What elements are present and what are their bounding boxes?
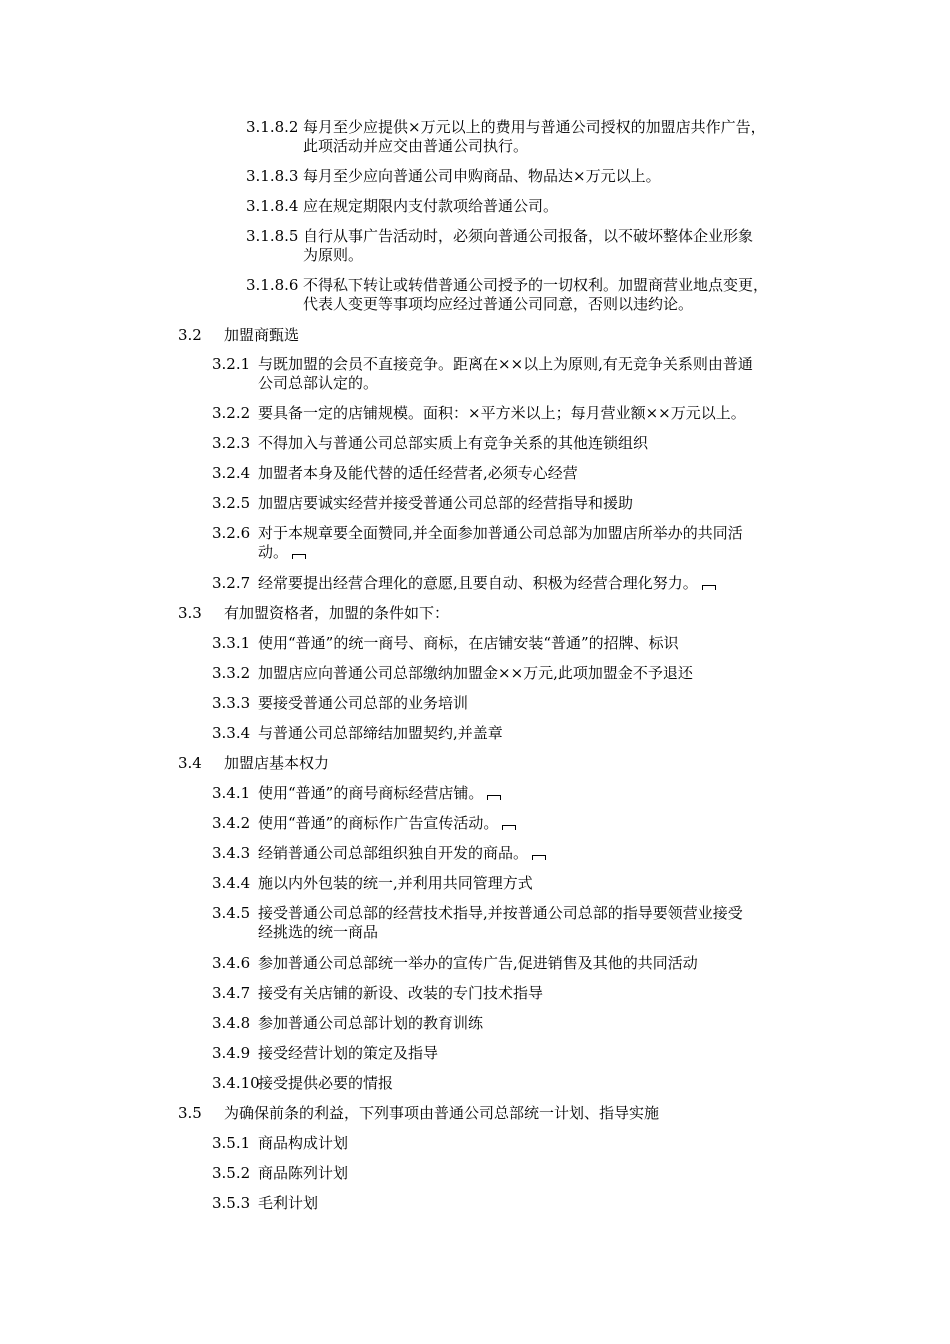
clause-number: 3.2.4: [212, 464, 251, 482]
clause-number: 3.4.5: [212, 904, 251, 922]
clause-text: 要接受普通公司总部的业务培训: [258, 694, 469, 712]
clause-text: 要具备一定的店铺规模。面积：×平方米以上；每月营业额××万元以上。: [258, 404, 746, 422]
clause-number: 3.1.8.5: [246, 227, 299, 245]
clause-number: 3.1.8.6: [246, 276, 299, 294]
section-title: 有加盟资格者，加盟的条件如下：: [224, 604, 450, 622]
section-number: 3.3: [178, 604, 202, 622]
clause-text: 使用“普通”的商标作广告宣传活动。: [258, 814, 499, 832]
clause-text: 毛利计划: [258, 1194, 319, 1212]
clause-text-line: 接受普通公司总部的经营技术指导,并按普通公司总部的指导要领营业接受: [258, 904, 743, 922]
clause-number: 3.3.2: [212, 664, 251, 682]
clause-number: 3.4.2: [212, 814, 251, 832]
clause-number: 3.1.8.3: [246, 167, 299, 185]
paragraph-mark-icon: [502, 825, 516, 830]
clause-text-line: 此项活动并应交由普通公司执行。: [303, 137, 529, 155]
section-number: 3.4: [178, 754, 202, 772]
section-title: 为确保前条的利益，下列事项由普通公司总部统一计划、指导实施: [224, 1104, 660, 1122]
clause-text: 与普通公司总部缔结加盟契约,并盖章: [258, 724, 503, 742]
clause-text: 商品构成计划: [258, 1134, 349, 1152]
clause-text-line: 每月至少应提供×万元以上的费用与普通公司授权的加盟店共作广告，: [303, 118, 766, 136]
clause-text-line: 动。: [258, 543, 289, 561]
clause-text: 参加普通公司总部统一举办的宣传广告,促进销售及其他的共同活动: [258, 954, 698, 972]
clause-text-line-wrap: [258, 543, 743, 562]
section-number: 3.2: [178, 326, 202, 344]
paragraph-mark-icon: [702, 585, 716, 590]
clause-text: 使用“普通”的统一商号、商标，在店铺安装“普通”的招牌、标识: [258, 634, 679, 652]
clause-text: 经常要提出经营合理化的意愿,且要自动、积极为经营合理化努力。: [258, 574, 698, 592]
clause-text: 加盟店要诚实经营并接受普通公司总部的经营指导和援助: [258, 494, 634, 512]
clause-text-line: 经挑选的统一商品: [258, 923, 379, 941]
clause-text: 经销普通公司总部组织独自开发的商品。: [258, 844, 529, 862]
clause-number: 3.3.4: [212, 724, 251, 742]
clause-text: 施以内外包装的统一,并利用共同管理方式: [258, 874, 533, 892]
clause-text: 每月至少应向普通公司申购商品、物品达×万元以上。: [303, 167, 661, 185]
section-number: 3.5: [178, 1104, 202, 1122]
clause-number: 3.2.2: [212, 404, 251, 422]
clause-number: 3.4.6: [212, 954, 251, 972]
clause-text-wrap: [258, 814, 516, 833]
clause-number: 3.4.3: [212, 844, 251, 862]
clause-text-line: 不得私下转让或转借普通公司授予的一切权利。加盟商营业地点变更，: [303, 276, 769, 294]
clause-text-wrap: [258, 844, 546, 863]
clause-number: 3.3.1: [212, 634, 251, 652]
clause-text: 接受有关店铺的新设、改装的专门技术指导: [258, 984, 544, 1002]
section-title: 加盟店基本权力: [224, 754, 330, 772]
clause-text: 加盟店应向普通公司总部缴纳加盟金××万元,此项加盟金不予退还: [258, 664, 693, 682]
clause-text-wrap: [258, 574, 716, 593]
clause-number: 3.4.10: [212, 1074, 260, 1092]
clause-number: 3.5.3: [212, 1194, 251, 1212]
clause-text: 商品陈列计划: [258, 1164, 349, 1182]
clause-number: 3.5.2: [212, 1164, 251, 1182]
paragraph-mark-icon: [292, 554, 306, 559]
clause-text: 接受提供必要的情报: [258, 1074, 394, 1092]
clause-text: 接受经营计划的策定及指导: [258, 1044, 439, 1062]
clause-text: 不得加入与普通公司总部实质上有竞争关系的其他连锁组织: [258, 434, 649, 452]
clause-text-line: 自行从事广告活动时，必须向普通公司报备，以不破坏整体企业形象: [303, 227, 754, 245]
clause-number: 3.4.4: [212, 874, 251, 892]
clause-number: 3.4.8: [212, 1014, 251, 1032]
clause-text: 使用“普通”的商号商标经营店铺。: [258, 784, 484, 802]
clause-number: 3.1.8.4: [246, 197, 299, 215]
clause-number: 3.2.5: [212, 494, 251, 512]
clause-number: 3.2.7: [212, 574, 251, 592]
clause-number: 3.4.9: [212, 1044, 251, 1062]
paragraph-mark-icon: [532, 855, 546, 860]
clause-text-wrap: [258, 784, 501, 803]
clause-text-line: 对于本规章要全面赞同,并全面参加普通公司总部为加盟店所举办的共同活: [258, 524, 743, 542]
section-title: 加盟商甄选: [224, 326, 300, 344]
clause-number: 3.4.1: [212, 784, 251, 802]
clause-number: 3.4.7: [212, 984, 251, 1002]
clause-text: 加盟者本身及能代替的适任经营者,必须专心经营: [258, 464, 578, 482]
clause-text-line: 为原则。: [303, 246, 364, 264]
clause-number: 3.2.3: [212, 434, 251, 452]
clause-number: 3.2.1: [212, 355, 251, 373]
clause-text-line: 公司总部认定的。: [258, 374, 379, 392]
clause-number: 3.5.1: [212, 1134, 251, 1152]
clause-text: 参加普通公司总部计划的教育训练: [258, 1014, 484, 1032]
clause-text-line: 与既加盟的会员不直接竞争。距离在××以上为原则,有无竞争关系则由普通: [258, 355, 753, 373]
clause-text: 应在规定期限内支付款项给普通公司。: [303, 197, 559, 215]
clause-number: 3.1.8.2: [246, 118, 299, 136]
paragraph-mark-icon: [487, 795, 501, 800]
clause-text-line: 代表人变更等事项均应经过普通公司同意，否则以违约论。: [303, 295, 694, 313]
clause-number: 3.2.6: [212, 524, 251, 542]
clause-number: 3.3.3: [212, 694, 251, 712]
